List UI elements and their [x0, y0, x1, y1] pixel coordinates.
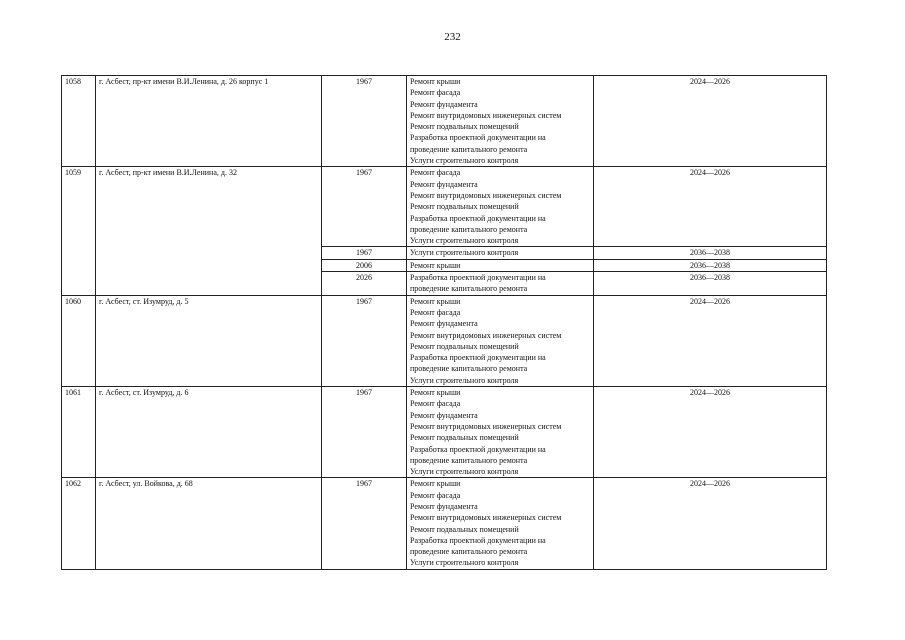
work-item: Ремонт крыши	[410, 479, 461, 489]
year-cell: 1967	[322, 478, 407, 569]
work-item: Разработка проектной документации на	[410, 535, 546, 545]
address-cell: г. Асбест, ст. Изумруд, д. 5	[96, 295, 322, 386]
work-item: Ремонт фундамента	[410, 501, 478, 511]
table-body	[62, 76, 827, 570]
table-row	[62, 387, 827, 478]
work-item: Ремонт фасада	[410, 307, 461, 317]
period-cell: 2036—2038	[594, 272, 827, 296]
work-item: Ремонт внутридомовых инженерных систем	[410, 421, 562, 431]
year-cell: 2026	[322, 272, 407, 296]
work-item: Ремонт подвальных помещений	[410, 524, 519, 534]
period-cell: 2024—2026	[594, 295, 827, 386]
work-item: Ремонт фасада	[410, 88, 461, 98]
work-item: Ремонт фасада	[410, 490, 461, 500]
work-item: проведение капитального ремонта	[410, 455, 528, 465]
work-item: Ремонт фундамента	[410, 319, 478, 329]
row-number-cell: 1060	[62, 295, 96, 386]
work-item: проведение капитального ремонта	[410, 224, 528, 234]
work-item: Ремонт подвальных помещений	[410, 202, 519, 212]
work-item: Разработка проектной документации на	[410, 353, 546, 363]
work-item: Услуги строительного контроля	[410, 156, 519, 166]
work-item: проведение капитального ремонта	[410, 364, 528, 374]
page-number: 232	[444, 31, 461, 43]
work-item: Ремонт внутридомовых инженерных систем	[410, 190, 562, 200]
works-cell	[407, 167, 594, 247]
capital-repair-table	[61, 75, 827, 570]
table-row	[62, 478, 827, 569]
work-item: Разработка проектной документации на	[410, 133, 546, 143]
period-cell: 2036—2038	[594, 259, 827, 271]
works-cell	[407, 295, 594, 386]
work-item: Ремонт крыши	[410, 260, 461, 270]
address-cell: г. Асбест, ст. Изумруд, д. 6	[96, 387, 322, 478]
year-cell: 2006	[322, 259, 407, 271]
work-item: Ремонт фасада	[410, 168, 461, 178]
work-item: Услуги строительного контроля	[410, 467, 519, 477]
period-cell: 2024—2026	[594, 478, 827, 569]
work-item: Ремонт фундамента	[410, 179, 478, 189]
period-cell: 2024—2026	[594, 167, 827, 247]
work-item: Услуги строительного контроля	[410, 248, 519, 258]
year-cell: 1967	[322, 295, 407, 386]
address-cell: г. Асбест, пр-кт имени В.И.Ленина, д. 32	[96, 167, 322, 295]
work-item: Ремонт внутридомовых инженерных систем	[410, 110, 562, 120]
period-cell: 2024—2026	[594, 387, 827, 478]
row-number-cell: 1061	[62, 387, 96, 478]
work-item: проведение капитального ремонта	[410, 547, 528, 557]
row-number-cell: 1059	[62, 167, 96, 295]
work-item: Услуги строительного контроля	[410, 558, 519, 568]
row-number-cell: 1058	[62, 76, 96, 167]
year-cell: 1967	[322, 247, 407, 259]
work-item: Ремонт фундамента	[410, 410, 478, 420]
work-item: Ремонт подвальных помещений	[410, 122, 519, 132]
address-cell: г. Асбест, ул. Войкова, д. 68	[96, 478, 322, 569]
work-item: Ремонт фасада	[410, 399, 461, 409]
row-number-cell: 1062	[62, 478, 96, 569]
work-item: Ремонт подвальных помещений	[410, 341, 519, 351]
works-cell	[407, 478, 594, 569]
work-item: проведение капитального ремонта	[410, 144, 528, 154]
works-cell	[407, 272, 594, 296]
year-cell: 1967	[322, 387, 407, 478]
works-cell	[407, 76, 594, 167]
work-item: Разработка проектной документации на	[410, 213, 546, 223]
work-item: Разработка проектной документации на	[410, 273, 546, 283]
work-item: Услуги строительного контроля	[410, 375, 519, 385]
year-cell: 1967	[322, 167, 407, 247]
year-cell: 1967	[322, 76, 407, 167]
work-item: Услуги строительного контроля	[410, 236, 519, 246]
table-row	[62, 167, 827, 247]
work-item: Ремонт подвальных помещений	[410, 433, 519, 443]
work-item: Ремонт крыши	[410, 296, 461, 306]
work-item: Ремонт внутридомовых инженерных систем	[410, 330, 562, 340]
work-item: Разработка проектной документации на	[410, 444, 546, 454]
work-item: Ремонт крыши	[410, 77, 461, 86]
work-item: Ремонт внутридомовых инженерных систем	[410, 513, 562, 523]
work-item: Ремонт фундамента	[410, 99, 478, 109]
works-cell	[407, 259, 594, 271]
table-row	[62, 295, 827, 386]
works-cell	[407, 247, 594, 259]
period-cell: 2036—2038	[594, 247, 827, 259]
work-item: Ремонт крыши	[410, 388, 461, 398]
work-item: проведение капитального ремонта	[410, 284, 528, 294]
works-cell	[407, 387, 594, 478]
address-cell: г. Асбест, пр-кт имени В.И.Ленина, д. 26 корпус 1	[96, 76, 322, 167]
period-cell: 2024—2026	[594, 76, 827, 167]
table-row	[62, 76, 827, 167]
